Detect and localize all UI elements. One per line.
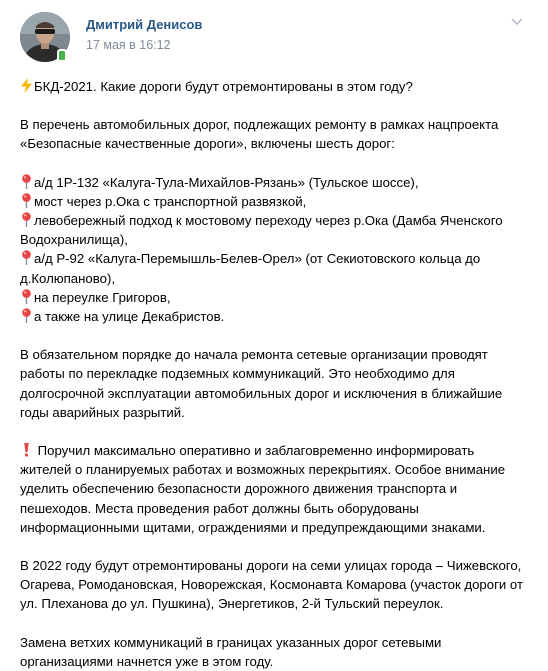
roads-list	[20, 173, 532, 327]
round-pushpin-icon	[20, 289, 33, 304]
text-line: Замена ветхих коммуникаций в границах указанных дорог сетевыми	[20, 634, 442, 650]
text-line: уделить обеспечению безопасности дорожного движения транспорта и	[20, 481, 458, 497]
text-line: жителей о планируемых работах и возможных перекрытиях. Особое внимание	[20, 462, 506, 478]
road-item-text: на переулке Григоров,	[34, 289, 171, 305]
exclamation-icon	[20, 442, 33, 457]
road-item-continuation: д.Колюпаново),	[20, 270, 116, 286]
round-pushpin-icon	[20, 308, 33, 323]
road-item-text: мост через р.Ока с транспортной развязкой,	[34, 193, 307, 209]
text-line: пешеходов. Места проведения работ должны быть оборудованы	[20, 500, 419, 516]
post-author[interactable]: Дмитрий Денисов	[86, 17, 203, 32]
road-item-text: а/д 1Р-132 «Калуга-Тула-Михайлов-Рязань» (Тульское шоссе),	[34, 174, 419, 190]
road-item-text: левобережный подход к мостовому переходу через р.Ока (Дамба Яченского	[34, 213, 503, 229]
round-pushpin-icon	[20, 193, 33, 208]
text-line: ул. Плеханова до ул. Пушкина), Энергетиков, 2-й Тульский переулок.	[20, 596, 444, 612]
paragraph-2022	[20, 556, 532, 614]
mobile-online-icon	[57, 49, 67, 62]
road-item-continuation: Водохранилища),	[20, 232, 128, 248]
text-line: В обязательном порядке до начала ремонта сетевые организации проводят	[20, 347, 488, 363]
paragraph-networks	[20, 345, 532, 422]
text-line: работы по перекладке подземных коммуникаций. Это необходимо для	[20, 366, 455, 382]
chevron-down-icon	[511, 18, 523, 26]
round-pushpin-icon	[20, 212, 33, 227]
text-line: долгосрочной эксплуатации автомобильных дорог и исключения в ближайшие	[20, 385, 503, 401]
text-line: Огарева, Ромодановская, Новорежская, Космонавта Комарова (участок дороги от	[20, 577, 524, 593]
post-header	[20, 12, 528, 64]
road-item	[20, 173, 532, 192]
text-line: организациями начнется уже в этом году.	[20, 653, 274, 669]
post-title-text: БКД-2021. Какие дороги будут отремонтированы в этом году?	[34, 79, 413, 94]
paragraph-replacement	[20, 633, 532, 671]
text-line: В 2022 году будут отремонтированы дороги на семи улицах города – Чижевского,	[20, 558, 522, 574]
road-item	[20, 211, 532, 230]
text-line: информационными щитами, ограждениями и предупреждающими знаками.	[20, 519, 486, 535]
text-line: годы аварийных разрытий.	[20, 404, 185, 420]
intro-line: «Безопасные качественные дороги», включены шесть дорог:	[20, 136, 395, 152]
post-title	[20, 77, 532, 96]
road-item	[20, 249, 532, 268]
post-text	[20, 77, 532, 671]
road-item-text: а также на улице Декабристов.	[34, 309, 225, 325]
road-item-text: а/д Р-92 «Калуга-Перемышль-Белев-Орел» (от Секиотовского кольца до	[34, 251, 481, 267]
paragraph-instruction	[20, 441, 532, 537]
road-item	[20, 307, 532, 326]
lightning-icon	[20, 78, 33, 93]
round-pushpin-icon	[20, 174, 33, 189]
road-item	[20, 288, 532, 307]
intro-line: В перечень автомобильных дорог, подлежащих ремонту в рамках нацпроекта	[20, 117, 499, 133]
road-item	[20, 192, 532, 211]
text-line: Поручил максимально оперативно и заблаговременно информировать	[20, 441, 532, 460]
round-pushpin-icon	[20, 250, 33, 265]
post-date[interactable]: 17 мая в 16:12	[86, 38, 171, 52]
post-menu-button[interactable]	[506, 12, 528, 32]
